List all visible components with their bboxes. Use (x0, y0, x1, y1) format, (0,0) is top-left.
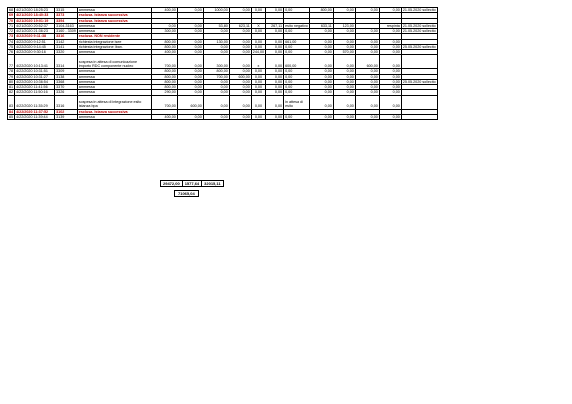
cell-stato: ammessa (77, 79, 151, 84)
cell-i: 0,00 (333, 114, 355, 119)
cell-stato: ammessa (77, 50, 151, 55)
cell-d: 0,00 (229, 79, 251, 84)
cell-k: 0,00 (379, 90, 401, 95)
cell-date: 4/22/2020 11:39:44 (15, 114, 55, 119)
cell-prot: 3104-3163 (55, 23, 78, 28)
cell-stato: sospesa in attesa di comunicazione importo RDC componente nucleo (77, 55, 151, 69)
cell-a: 800,00 (151, 69, 177, 74)
cell-g: esito negativo (285, 23, 308, 28)
cell-l: 21.05.2020 sollecito (402, 29, 436, 33)
cell-n: 85 (9, 114, 14, 119)
cell-h: 0,00 (309, 50, 333, 55)
cell-n: 75 (9, 44, 14, 49)
cell-f: 0,00 (266, 69, 284, 74)
cell-c: 700,00 (203, 74, 229, 79)
cell-n: 82 (9, 90, 14, 95)
cell-h: 0,00 (309, 39, 333, 44)
cell-i: 0,00 (333, 29, 355, 34)
cell-l: 25.05.2020 sollecito (402, 79, 436, 84)
cell-date: 4/21/2020 19:01:19 (15, 18, 55, 23)
cell-d: 0,00 (229, 44, 251, 49)
cell-j: 0,00 (355, 90, 379, 95)
cell-a: 700,00 (151, 95, 177, 109)
cell-i: 0,00 (333, 95, 355, 109)
cell-stato: esclusa. Istanza successiva (77, 18, 151, 23)
cell-j: 0,00 (355, 85, 379, 90)
cell-j: 600,00 (355, 55, 379, 69)
cell-h: 0,00 (309, 85, 333, 90)
cell-e: 0,00 (251, 44, 265, 49)
cell-f: 0,00 (266, 50, 284, 55)
cell-d: 600,00 (229, 74, 251, 79)
cell-b: 0,00 (177, 50, 203, 55)
cell-a: 800,00 (151, 85, 177, 90)
cell-date: 4/22/2020 11:35:29 (15, 95, 55, 109)
cell-e: 0,00 (251, 74, 265, 79)
cell-j: 0,00 (355, 74, 379, 79)
cell-c: 0,00 (203, 90, 229, 95)
spreadsheet-table (7, 7, 438, 120)
cell-e: 244,00 (252, 50, 265, 54)
cell-a: 290,00 (151, 90, 177, 95)
grand-total: 71065,04 (174, 190, 199, 197)
cell-c: 0,00 (203, 114, 229, 119)
cell-k: 0,00 (379, 8, 401, 13)
cell-e: x (251, 55, 265, 69)
cell-c: 0,00 (203, 95, 229, 109)
cell-i: 0,00 (333, 69, 355, 74)
cell-f: 0,00 (266, 44, 284, 49)
cell-d: 0,00 (229, 114, 251, 119)
cell-stato: sospesa in attesa di integrazione esito istanza bpa (77, 95, 151, 109)
cell-i: 570,00 (333, 50, 355, 55)
cell-g: 0,00 (284, 74, 310, 79)
cell-k: 0,00 (379, 29, 401, 34)
cell-j: 0,00 (355, 8, 379, 13)
cell-e: 0,00 (251, 85, 265, 90)
cell-i: 0,00 (333, 8, 355, 13)
cell-c: 0,00 (203, 44, 229, 49)
cell-g: 0,00 (284, 8, 310, 13)
cell-b: 0,00 (177, 29, 203, 34)
cell-stato: esclusa. Istanza successiva (77, 13, 151, 18)
cell-n: 71 (9, 23, 14, 28)
cell-h: 800,00 (309, 8, 333, 13)
cell-k: 0,00 (379, 114, 401, 119)
cell-prot: 3373 (55, 13, 78, 18)
cell-d: 0,00 (229, 69, 251, 74)
cell-prot: 3142 (55, 39, 78, 44)
cell-d: 0,00 (229, 29, 251, 34)
cell-b: 0,00 (177, 8, 203, 13)
cell-date: 4/22/2020 9:12:51 (15, 39, 55, 44)
cell-e: 0,00 (251, 95, 265, 109)
cell-f: 0,00 (266, 39, 284, 44)
cell-n: 76 (9, 50, 14, 54)
cell-b: 0,00 (177, 39, 203, 44)
cell-d: 0,00 (229, 95, 251, 109)
cell-k: 0,00 (379, 39, 401, 44)
cell-g: 0,00 (284, 90, 310, 95)
cell-l: 21.05.2020 sollecito (402, 23, 436, 28)
cell-k: 0,00 (379, 79, 401, 84)
cell-g: 0,00 (284, 50, 310, 55)
cell-b: 0,00 (177, 44, 203, 49)
cell-a: 400,00 (151, 8, 177, 13)
cell-k: 0,00 (379, 50, 401, 55)
cell-prot: 3102 (55, 109, 78, 114)
cell-d: 0,00 (229, 90, 251, 95)
cell-stato: ammessa (77, 29, 151, 34)
cell-l (401, 114, 437, 119)
cell-date: 4/22/2020 10:13:41 (15, 55, 55, 69)
cell-date: 4/22/2020 11:50:16 (15, 90, 55, 95)
cell-b: 0,00 (177, 74, 203, 79)
cell-date: 4/22/2020 9:14:45 (15, 44, 55, 49)
cell-n: 81 (9, 85, 14, 89)
cell-b: 600,00 (177, 95, 203, 109)
total-3: 32015,11 (202, 181, 223, 187)
cell-date: 4/21/2020 18:25:23 (15, 8, 55, 13)
cell-f: 0,00 (266, 8, 284, 13)
cell-d: 0,00 (229, 85, 251, 90)
cell-f: 0,00 (266, 114, 284, 119)
cell-l: 25.05.2020 sollecito (402, 44, 436, 49)
cell-c: 300,00 (203, 55, 229, 69)
cell-n: 68 (9, 8, 14, 12)
cell-date: 4/22/2020 10:31:27 (15, 74, 55, 79)
cell-e: 0,00 (251, 8, 265, 13)
cell-c: 800,00 (203, 69, 229, 74)
cell-a: 800,00 (151, 39, 177, 44)
cell-date: 4/22/2020 9:30:16 (15, 50, 55, 55)
cell-i: 0,00 (333, 55, 355, 69)
cell-d: 0,00 (229, 55, 251, 69)
cell-i: 0,00 (333, 79, 355, 84)
cell-b: 0,00 (177, 79, 203, 84)
cell-j: 0,00 (355, 44, 379, 49)
cell-j: 0,00 (355, 95, 379, 109)
cell-c: 0,00 (203, 50, 229, 55)
cell-n: 74 (9, 39, 14, 44)
cell-n: 80 (9, 79, 14, 84)
cell-stato: ammessa (77, 69, 151, 74)
cell-date: 4/21/2020 21:36:23 (15, 29, 55, 34)
cell-g: 0,00 (284, 79, 310, 84)
cell-b: 0,00 (177, 69, 203, 74)
cell-prot: 3309 (55, 69, 78, 74)
cell-n: 70 (9, 18, 14, 23)
cell-stato: esclusa. Istanza successiva (77, 109, 151, 114)
cell-n: 72 (9, 29, 14, 33)
cell-b: 0,00 (177, 114, 203, 119)
cell-n: 73 (9, 34, 14, 39)
cell-h: 0,00 (309, 90, 333, 95)
cell-e: 0,00 (251, 29, 265, 34)
cell-d: 0,00 (229, 8, 251, 13)
column-totals (160, 180, 224, 187)
cell-b: 0,00 (177, 85, 203, 90)
table-row (8, 55, 438, 69)
cell-l (401, 95, 437, 109)
cell-c: 53,80 (203, 23, 229, 28)
cell-a: 700,00 (151, 55, 177, 69)
cell-h: 0,00 (309, 44, 333, 49)
cell-a: 300,00 (151, 29, 177, 34)
cell-j: 0,00 (355, 69, 379, 74)
cell-h: 0,00 (309, 29, 333, 34)
cell-date: 4/21/2020 20:52:37 (15, 23, 55, 28)
cell-prot: 3320 (55, 50, 78, 55)
cell-date: 4/22/2020 9:11:38 (15, 34, 55, 39)
cell-prot: 3314 (55, 55, 78, 69)
cell-date: 4/22/2020 11:41:56 (15, 85, 55, 90)
cell-i: 0,00 (333, 39, 355, 44)
cell-stato: ammessa (77, 85, 151, 90)
cell-g: 0,00 (284, 114, 310, 119)
cell-prot: 3368 (55, 79, 78, 84)
cell-stato: ammessa (77, 23, 151, 28)
cell-k: respinta (379, 23, 401, 28)
cell-j: 0,00 (355, 29, 379, 34)
cell-h: 0,00 (309, 114, 333, 119)
cell-d: 623,11 (229, 23, 251, 28)
total-1: 29472,00 (161, 181, 183, 187)
cell-g: 661,00 (284, 39, 310, 44)
cell-date: 4/21/2020 18:40:33 (15, 13, 55, 18)
cell-i: 0,00 (333, 74, 355, 79)
cell-n: 69 (9, 13, 14, 18)
cell-a: 800,00 (151, 79, 177, 84)
table-row (8, 29, 438, 34)
cell-k: 0,00 (379, 44, 401, 49)
cell-f: 0,00 (266, 85, 284, 90)
cell-c: 0,00 (203, 85, 229, 90)
cell-e: 0,00 (251, 79, 265, 84)
cell-b: 0,00 (177, 55, 203, 69)
cell-g: 0,00 (284, 29, 310, 34)
cell-h: 0,00 (309, 79, 333, 84)
cell-g: 0,00 (284, 85, 310, 90)
cell-f: 0,00 (266, 29, 284, 34)
cell-date: 4/22/2020 10:31:51 (15, 69, 55, 74)
cell-c: 0,00 (203, 29, 229, 34)
cell-prot: 3315 (55, 8, 78, 13)
table-row (8, 95, 438, 109)
cell-h: 0,00 (309, 74, 333, 79)
cell-i: 123,00 (333, 23, 355, 28)
cell-stato: esclusa. NON residente (77, 34, 151, 39)
cell-prot: 3394 (55, 18, 78, 23)
cell-date: 4/22/2020 11:37:52 (15, 109, 55, 114)
cell-prot: 3141 (55, 44, 78, 49)
cell-prot: 3316 (55, 34, 78, 39)
cell-n: 83 (8, 95, 15, 109)
cell-f: 0,00 (266, 74, 284, 79)
cell-h: 0,00 (309, 55, 333, 69)
cell-d: 0,00 (229, 50, 251, 55)
cell-c: 130,00 (203, 39, 229, 44)
cell-c: 1000,00 (203, 8, 229, 13)
cell-c: 0,00 (203, 79, 229, 84)
total-2: 1577,64 (182, 181, 201, 187)
cell-a: 800,00 (151, 44, 177, 49)
cell-stato: ammessa (77, 74, 151, 79)
cell-stato: richiesta integrazione Iban. (77, 44, 151, 49)
cell-h: 0,00 (309, 69, 333, 74)
cell-f: 0,00 (266, 90, 284, 95)
cell-f: 0,00 (266, 55, 284, 69)
cell-a: 400,00 (151, 114, 177, 119)
cell-prot: 3326 (55, 90, 78, 95)
cell-e: 0,00 (251, 90, 265, 95)
cell-n: 84 (9, 109, 14, 114)
cell-k: 0,00 (379, 69, 401, 74)
cell-g: in attesa di esito (284, 95, 310, 109)
cell-date: 4/22/2020 10:36:54 (15, 79, 55, 84)
cell-i: 0,00 (333, 90, 355, 95)
cell-prot: 3138 (55, 74, 78, 79)
cell-j: 0,00 (355, 79, 379, 84)
cell-n: 78 (9, 69, 14, 74)
cell-stato: ammessa (77, 114, 151, 119)
cell-f: 0,00 (266, 95, 284, 109)
cell-k: 0,00 (379, 95, 401, 109)
cell-stato: richiesta integrazione isee (77, 39, 151, 44)
cell-l: 21.05.2020 sollecito (402, 8, 436, 12)
cell-e: 0,00 (251, 39, 265, 44)
cell-i: 0,00 (333, 85, 355, 90)
cell-stato: ammessa (77, 8, 151, 13)
cell-e: X (251, 23, 265, 28)
cell-f: 267,11 (266, 23, 284, 28)
cell-b: 0,00 (177, 90, 203, 95)
cell-g: 0,00 (284, 44, 310, 49)
cell-n: 79 (9, 74, 14, 79)
cell-j: 0,00 (355, 114, 379, 119)
cell-d: 0,00 (229, 39, 251, 44)
table-row (8, 114, 438, 119)
cell-j: 0,00 (355, 50, 379, 55)
cell-prot: 3316 (55, 95, 78, 109)
cell-k: 0,00 (379, 74, 401, 79)
cell-stato: ammessa (77, 90, 151, 95)
cell-k: 0,00 (379, 55, 401, 69)
cell-prot: 3370 (55, 85, 78, 90)
cell-a: 800,00 (151, 74, 177, 79)
cell-g: 0,00 (284, 69, 310, 74)
cell-l (401, 55, 437, 69)
cell-k: 0,00 (379, 85, 401, 90)
cell-prot: 3139 (55, 114, 78, 119)
cell-a: 0,00 (151, 23, 177, 28)
cell-h: 633,11 (309, 23, 333, 28)
cell-b: 0,00 (177, 23, 203, 28)
cell-f: 0,00 (266, 79, 284, 84)
cell-prot: 3160 - 3309 (56, 29, 76, 33)
cell-j: 0,00 (355, 39, 379, 44)
cell-h: 0,00 (309, 95, 333, 109)
cell-a: 400,00 (151, 50, 177, 55)
cell-n: 77 (8, 55, 15, 69)
cell-i: 0,00 (333, 44, 355, 49)
cell-g: 600,00 (284, 55, 310, 69)
cell-e: 0,00 (251, 69, 265, 74)
cell-e: 0,00 (251, 114, 265, 119)
